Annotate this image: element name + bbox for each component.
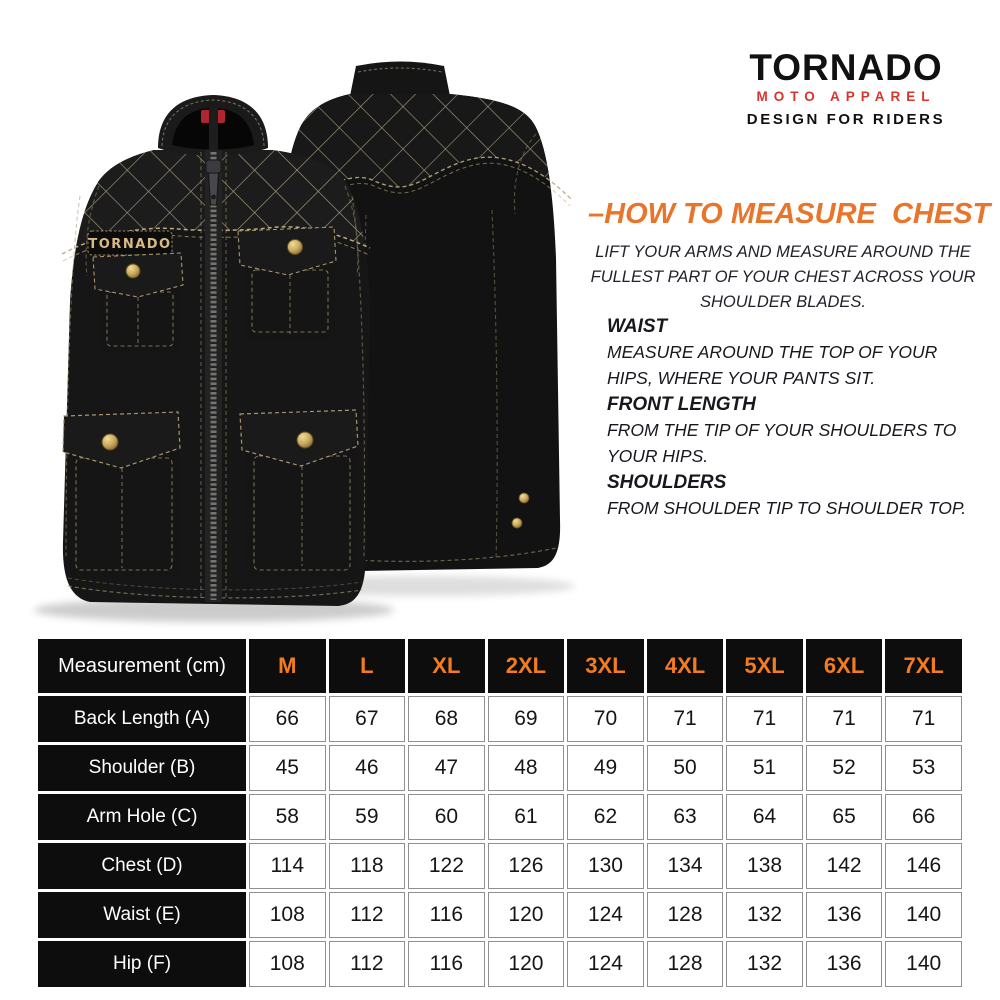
measure-section (607, 470, 979, 522)
size-value-cell: 49 (567, 745, 644, 791)
size-value-cell: 71 (647, 696, 724, 742)
size-value-cell: 67 (329, 696, 406, 742)
size-value-cell: 114 (249, 843, 326, 889)
size-value-cell: 51 (726, 745, 803, 791)
size-value-cell: 124 (567, 941, 644, 987)
row-label: Shoulder (B) (38, 745, 246, 791)
section-text: FROM SHOULDER TIP TO SHOULDER TOP. (607, 498, 967, 518)
header-size-6XL: 6XL (806, 639, 883, 693)
measure-sections (607, 314, 979, 523)
header-size-3XL: 3XL (567, 639, 644, 693)
size-value-cell: 128 (647, 892, 724, 938)
table-row (38, 696, 962, 742)
size-value-cell: 142 (806, 843, 883, 889)
size-value-cell: 58 (249, 794, 326, 840)
size-value-cell: 50 (647, 745, 724, 791)
vest-front-image (58, 95, 372, 606)
section-title: WAIST (607, 316, 668, 337)
size-value-cell: 140 (885, 941, 962, 987)
size-value-cell: 71 (885, 696, 962, 742)
cargo-pocket-left (63, 412, 180, 578)
snap-button (519, 493, 529, 503)
product-photo (0, 0, 600, 640)
header-size-XL: XL (408, 639, 485, 693)
size-value-cell: 68 (408, 696, 485, 742)
measure-intro: LIFT YOUR ARMS AND MEASURE AROUND THE FULLEST PART OF YOUR CHEST ACROSS YOUR SHOULDER BLADES. (590, 243, 976, 311)
row-label: Hip (F) (38, 941, 246, 987)
tornado-patch (88, 231, 172, 255)
brand-name: TORNADO (749, 47, 943, 88)
header-measurement: Measurement (cm) (38, 639, 246, 693)
size-value-cell: 69 (488, 696, 565, 742)
size-value-cell: 116 (408, 892, 485, 938)
chest-pocket-right (238, 227, 336, 340)
chest-pocket-left (93, 253, 183, 352)
size-value-cell: 128 (647, 941, 724, 987)
measure-heading: –HOW TO MEASURE CHEST (588, 198, 991, 230)
size-value-cell: 52 (806, 745, 883, 791)
table-row (38, 745, 962, 791)
snap-button (512, 518, 522, 528)
vest-illustration (0, 0, 600, 640)
size-value-cell: 124 (567, 892, 644, 938)
brand-subtitle: MOTO APPAREL (756, 89, 936, 104)
section-text: FROM THE TIP OF YOUR SHOULDERS TO YOUR HIPS. (607, 420, 957, 466)
table-row (38, 843, 962, 889)
header-size-2XL: 2XL (488, 639, 565, 693)
size-value-cell: 59 (329, 794, 406, 840)
size-value-cell: 66 (885, 794, 962, 840)
table-row (38, 892, 962, 938)
size-value-cell: 61 (488, 794, 565, 840)
size-value-cell: 108 (249, 941, 326, 987)
size-value-cell: 45 (249, 745, 326, 791)
header-size-7XL: 7XL (885, 639, 962, 693)
size-value-cell: 64 (726, 794, 803, 840)
size-value-cell: 108 (249, 892, 326, 938)
header-size-M: M (249, 639, 326, 693)
row-label: Back Length (A) (38, 696, 246, 742)
size-value-cell: 122 (408, 843, 485, 889)
snap-button (288, 240, 303, 255)
brand-block (722, 48, 970, 128)
brand-tagline: DESIGN FOR RIDERS (746, 111, 946, 128)
size-table-body (38, 696, 962, 987)
size-value-cell: 118 (329, 843, 406, 889)
size-value-cell: 146 (885, 843, 962, 889)
measure-section (607, 314, 979, 391)
size-value-cell: 112 (329, 892, 406, 938)
header-size-L: L (329, 639, 406, 693)
section-title: FRONT LENGTH (607, 394, 756, 415)
snap-button (297, 432, 313, 448)
size-value-cell: 47 (408, 745, 485, 791)
size-value-cell: 62 (567, 794, 644, 840)
size-value-cell: 132 (726, 892, 803, 938)
size-value-cell: 71 (806, 696, 883, 742)
header-size-4XL: 4XL (647, 639, 724, 693)
size-table (35, 636, 965, 990)
measure-section (607, 392, 979, 469)
size-value-cell: 63 (647, 794, 724, 840)
section-title: SHOULDERS (607, 472, 727, 493)
size-table-header-row (38, 639, 962, 693)
size-value-cell: 60 (408, 794, 485, 840)
row-label: Arm Hole (C) (38, 794, 246, 840)
size-value-cell: 112 (329, 941, 406, 987)
cargo-pocket-right (240, 410, 358, 578)
size-value-cell: 120 (488, 892, 565, 938)
size-value-cell: 48 (488, 745, 565, 791)
size-value-cell: 53 (885, 745, 962, 791)
size-value-cell: 136 (806, 941, 883, 987)
size-value-cell: 66 (249, 696, 326, 742)
header-size-5XL: 5XL (726, 639, 803, 693)
row-label: Chest (D) (38, 843, 246, 889)
size-value-cell: 46 (329, 745, 406, 791)
size-value-cell: 65 (806, 794, 883, 840)
size-value-cell: 140 (885, 892, 962, 938)
row-label: Waist (E) (38, 892, 246, 938)
size-value-cell: 71 (726, 696, 803, 742)
snap-button (102, 434, 118, 450)
section-text: MEASURE AROUND THE TOP OF YOUR HIPS, WHERE YOUR PANTS SIT. (607, 342, 938, 388)
snap-button (126, 264, 140, 278)
size-value-cell: 126 (488, 843, 565, 889)
patch-label: TORNADO (88, 237, 172, 252)
size-value-cell: 134 (647, 843, 724, 889)
size-value-cell: 116 (408, 941, 485, 987)
size-value-cell: 138 (726, 843, 803, 889)
size-value-cell: 132 (726, 941, 803, 987)
size-value-cell: 136 (806, 892, 883, 938)
table-row (38, 794, 962, 840)
table-row (38, 941, 962, 987)
size-value-cell: 130 (567, 843, 644, 889)
front-collar (158, 95, 268, 156)
size-value-cell: 70 (567, 696, 644, 742)
size-value-cell: 120 (488, 941, 565, 987)
